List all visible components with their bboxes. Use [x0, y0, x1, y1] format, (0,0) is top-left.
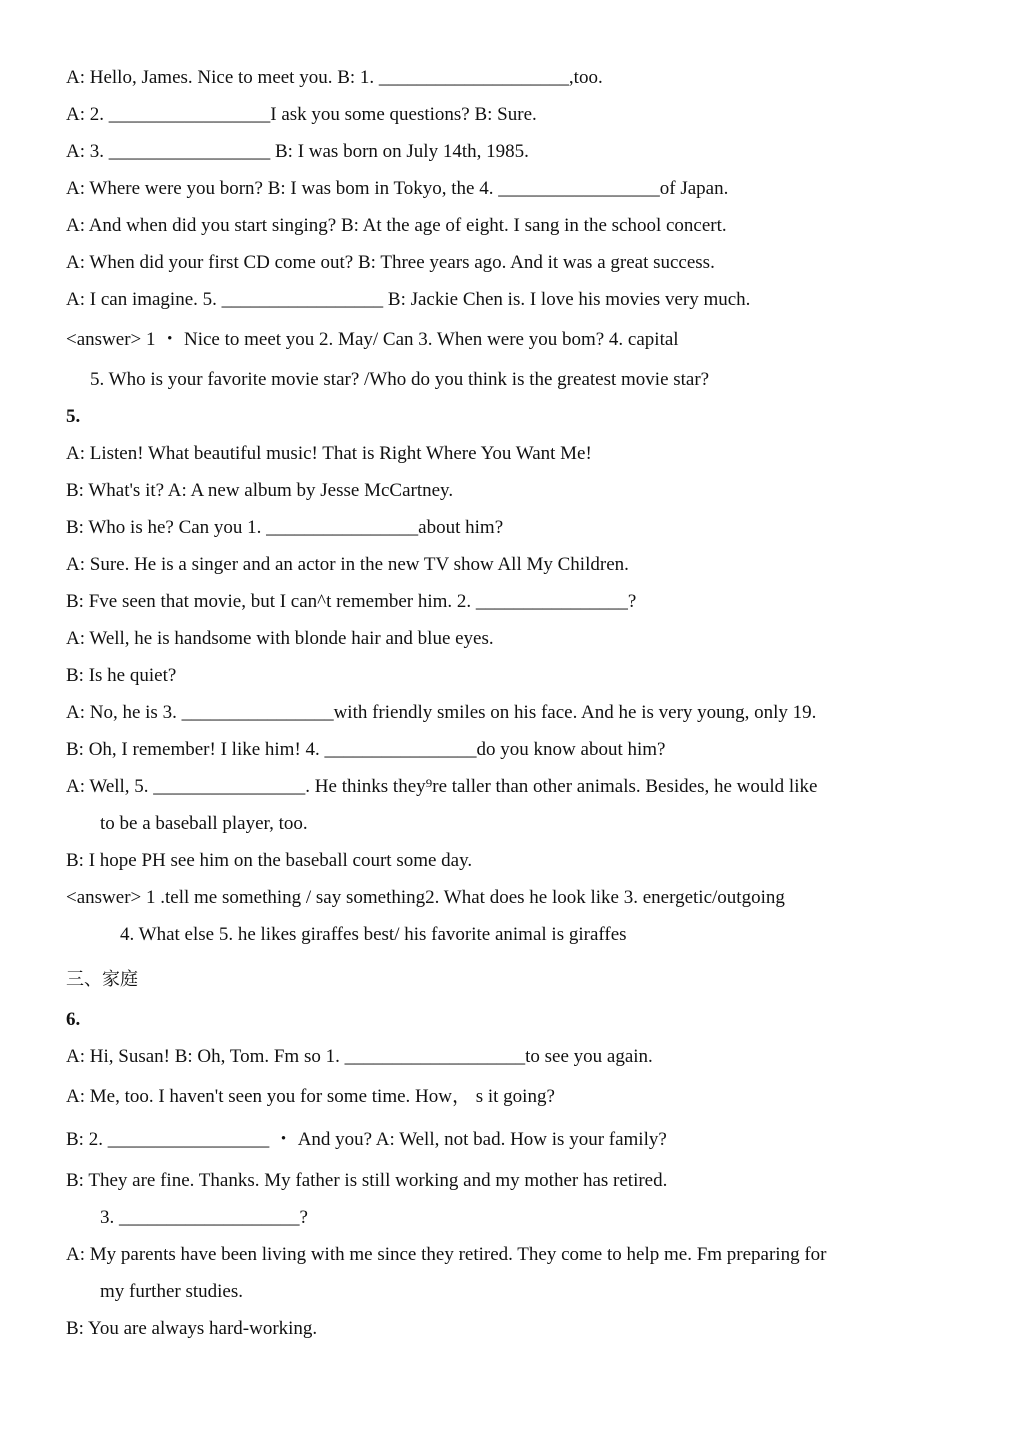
dialogue-line: A: No, he is 3. ________________with friendly smiles on his face. And he is very young, only 19.	[66, 702, 817, 723]
answer-line: 4. What else 5. he likes giraffes best/ his favorite animal is giraffes	[120, 924, 627, 945]
dialogue-line: A: Well, he is handsome with blonde hair and blue eyes.	[66, 628, 494, 649]
section-number: 5.	[66, 406, 81, 427]
section-number: 6.	[66, 1009, 81, 1030]
dialogue-line: A: My parents have been living with me since they retired. They come to help me. Fm preparing for	[66, 1244, 827, 1265]
dialogue-line: 3. ___________________?	[100, 1207, 308, 1228]
section-heading: 三、家庭	[66, 969, 138, 990]
dialogue-line: A: 2. _________________I ask you some questions? B: Sure.	[66, 104, 537, 125]
dialogue-line: A: Sure. He is a singer and an actor in the new TV show All My Children.	[66, 554, 629, 575]
dialogue-line: B: Oh, I remember! I like him! 4. ________________do you know about him?	[66, 739, 666, 760]
answer-line: <answer> 1 ・ Nice to meet you 2. May/ Can 3. When were you bom? 4. capital	[66, 329, 679, 350]
dialogue-line: B: Fve seen that movie, but I can^t remember him. 2. ________________?	[66, 591, 637, 612]
dialogue-line: B: I hope PH see him on the baseball court some day.	[66, 850, 473, 871]
dialogue-line: B: 2. _________________ ・ And you? A: Well, not bad. How is your family?	[66, 1129, 667, 1150]
dialogue-line: B: What's it? A: A new album by Jesse McCartney.	[66, 480, 454, 501]
dialogue-line: B: Is he quiet?	[66, 665, 177, 686]
dialogue-line: A: Me, too. I haven't seen you for some time. How， s it going?	[66, 1086, 555, 1107]
dialogue-line: A: Where were you born? B: I was bom in Tokyo, the 4. _________________of Japan.	[66, 178, 729, 199]
dialogue-line: A: Listen! What beautiful music! That is Right Where You Want Me!	[66, 443, 592, 464]
dialogue-line: A: Hi, Susan! B: Oh, Tom. Fm so 1. ___________________to see you again.	[66, 1046, 653, 1067]
dialogue-line: A: Hello, James. Nice to meet you. B: 1. ____________________,too.	[66, 67, 603, 88]
dialogue-line: B: You are always hard-working.	[66, 1318, 318, 1339]
dialogue-line: B: They are fine. Thanks. My father is still working and my mother has retired.	[66, 1170, 668, 1191]
dialogue-line: to be a baseball player, too.	[100, 813, 308, 834]
dialogue-line: A: I can imagine. 5. _________________ B: Jackie Chen is. I love his movies very much.	[66, 289, 751, 310]
dialogue-line: A: When did your first CD come out? B: Three years ago. And it was a great success.	[66, 252, 715, 273]
answer-line: 5. Who is your favorite movie star? /Who do you think is the greatest movie star?	[90, 369, 710, 390]
dialogue-line: A: And when did you start singing? B: At the age of eight. I sang in the school concert.	[66, 215, 727, 236]
dialogue-line: A: Well, 5. ________________. He thinks they⁹re taller than other animals. Besides, he would like	[66, 776, 818, 797]
answer-line: <answer> 1 .tell me something / say something2. What does he look like 3. energetic/outgoing	[66, 887, 785, 908]
dialogue-line: B: Who is he? Can you 1. ________________about him?	[66, 517, 504, 538]
dialogue-line: A: 3. _________________ B: I was born on July 14th, 1985.	[66, 141, 529, 162]
dialogue-line: my further studies.	[100, 1281, 244, 1302]
